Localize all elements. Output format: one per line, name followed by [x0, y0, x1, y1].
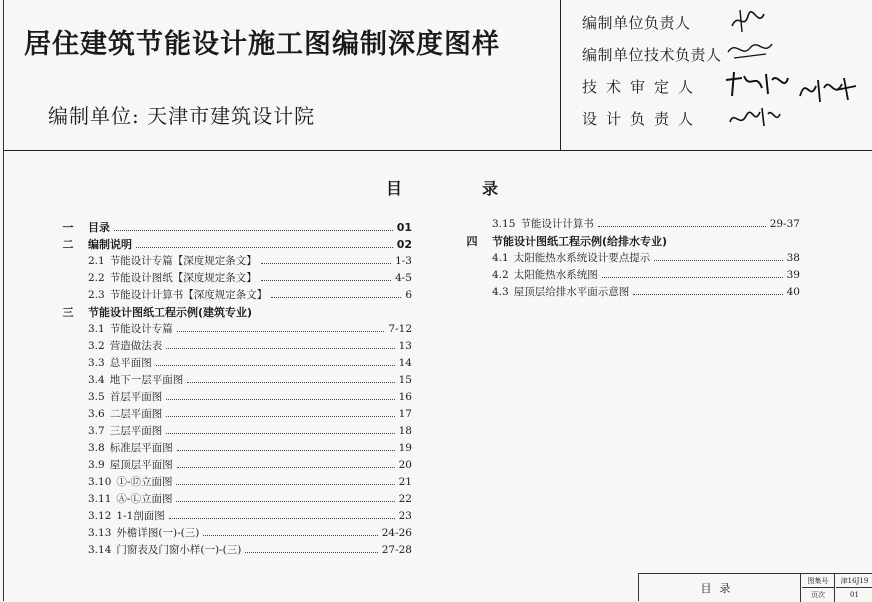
toc-row-page: 6: [405, 289, 412, 301]
toc-row-number: 四: [466, 235, 478, 248]
toc-row: [492, 267, 800, 283]
signature-3: [722, 70, 790, 98]
toc-row-page: 01: [396, 221, 412, 234]
toc-row-page: 24-26: [381, 527, 412, 539]
header-divider: [560, 0, 561, 150]
toc-row-page: 18: [398, 425, 412, 437]
toc-row-leader: [166, 399, 394, 400]
toc-row-page: 21: [398, 476, 412, 488]
toc-row-label: 屋顶层平面图: [109, 459, 173, 471]
toc-row: [88, 287, 412, 303]
toc-row-page: 40: [786, 286, 800, 298]
toc-row-leader: [177, 331, 385, 332]
toc-row-label: 外檐详图(一)-(三): [116, 527, 200, 539]
toc-row-number: 三: [62, 306, 74, 319]
toc-row-page: 39: [786, 269, 800, 281]
organization-line: [48, 100, 315, 129]
toc-row-number: 2.2: [88, 272, 105, 284]
toc-row: [88, 474, 412, 490]
toc-row: [88, 338, 412, 354]
toc-row-label: 编制说明: [88, 238, 132, 251]
toc-row-leader: [245, 552, 377, 553]
toc-row-number: 3.8: [88, 442, 105, 454]
toc-row-label: 三层平面图: [109, 425, 163, 437]
toc-row: [60, 304, 412, 320]
document-title: 居住建筑节能设计施工图编制深度图样: [24, 29, 500, 60]
toc-row-number: 2.1: [88, 255, 105, 267]
toc-row-page: 22: [398, 493, 412, 505]
toc-title-left: 目: [386, 179, 403, 198]
toc-row-label: 总平面图: [109, 357, 152, 369]
toc-row-page: 19: [398, 442, 412, 454]
toc-row: [88, 542, 412, 558]
responsible-role-4: 设计负责人: [582, 110, 703, 128]
toc-row-label: 目录: [88, 221, 110, 234]
toc-row-label: 营造做法表: [109, 340, 163, 352]
toc-row-label: 1-1剖面图: [116, 510, 165, 522]
toc-row-page: 20: [398, 459, 412, 471]
toc-row: [60, 219, 412, 235]
toc-row-label: 节能设计计算书【深度规定条文】: [109, 289, 268, 301]
toc-row: [464, 233, 800, 249]
toc-row-leader: [176, 484, 394, 485]
header-bottom-rule: [4, 150, 872, 151]
toc-row-label: 屋顶层给排水平面示意图: [513, 286, 630, 298]
toc-row-page: 15: [398, 374, 412, 386]
toc-row-number: 3.9: [88, 459, 105, 471]
title-block-atlas-value: 津16J19: [836, 574, 872, 588]
toc-row: [60, 236, 412, 252]
toc-row-number: 3.4: [88, 374, 105, 386]
toc-row: [492, 284, 800, 300]
toc-row-number: 3.7: [88, 425, 105, 437]
toc-row-label: 太阳能热水系统设计要点提示: [513, 252, 651, 264]
toc-row-leader: [136, 247, 393, 248]
organization-label: 编制单位:: [48, 104, 140, 128]
toc-row-leader: [166, 348, 394, 349]
toc-row-number: 3.6: [88, 408, 105, 420]
toc-row: [492, 250, 800, 266]
toc-row-page: 16: [398, 391, 412, 403]
toc-row-label: 标准层平面图: [109, 442, 173, 454]
signature-1: [728, 8, 768, 34]
toc-row-number: 二: [62, 238, 74, 251]
toc-row-page: 1-3: [395, 255, 412, 267]
toc-row: [88, 440, 412, 456]
toc-row-leader: [176, 501, 394, 502]
toc-row-leader: [271, 297, 401, 298]
title-block-page-label: 页次: [802, 588, 835, 602]
toc-row-leader: [654, 260, 782, 261]
toc-row: [88, 525, 412, 541]
toc-title-right: 录: [482, 179, 499, 198]
toc-row-number: 3.15: [492, 218, 516, 230]
toc-row-number: 3.11: [88, 493, 112, 505]
toc-row-number: 3.14: [88, 544, 112, 556]
toc-row-number: 一: [62, 221, 74, 234]
title-block-atlas-label: 图集号: [802, 574, 835, 588]
toc-row: [88, 508, 412, 524]
toc-row-number: 3.2: [88, 340, 105, 352]
responsible-role-2: 编制单位技术负责人: [582, 46, 722, 64]
toc-row-label: 节能设计图纸【深度规定条文】: [109, 272, 257, 284]
toc-row-leader: [156, 365, 395, 366]
toc-row-leader: [261, 263, 391, 264]
toc-row-number: 4.2: [492, 269, 509, 281]
toc-row: [88, 372, 412, 388]
toc-row-leader: [177, 450, 395, 451]
toc-row: [88, 253, 412, 269]
title-block-page-value: 01: [850, 591, 859, 599]
signature-4: [796, 72, 858, 106]
toc-row: [88, 389, 412, 405]
toc-row-number: 3.12: [88, 510, 112, 522]
toc-row-page: 7-12: [388, 323, 412, 335]
toc-row: [492, 216, 800, 232]
toc-row-page: 02: [396, 238, 412, 251]
toc-row: [88, 457, 412, 473]
toc-row: [88, 491, 412, 507]
toc-row-page: 14: [398, 357, 412, 369]
toc-row-leader: [633, 294, 782, 295]
toc-row-leader: [602, 277, 783, 278]
toc-row-label: 节能设计图纸工程示例(给排水专业): [492, 235, 668, 248]
toc-row-leader: [114, 230, 393, 231]
responsible-role-3: 技术审定人: [582, 78, 703, 96]
toc-row-label: 二层平面图: [109, 408, 163, 420]
toc-row-leader: [166, 433, 394, 434]
toc-row-label: 门窗表及门窗小样(一)-(三): [116, 544, 242, 556]
toc-row-page: 23: [398, 510, 412, 522]
title-block-sheet-name: 目录: [639, 574, 801, 602]
toc-row-leader: [169, 518, 395, 519]
toc-row-number: 4.1: [492, 252, 509, 264]
toc-row-label: 地下一层平面图: [109, 374, 184, 386]
toc-row: [88, 423, 412, 439]
toc-row-number: 3.13: [88, 527, 112, 539]
page-border-left: [0, 0, 4, 601]
signature-2: [724, 38, 776, 62]
title-block: [638, 573, 872, 601]
toc-row-leader: [177, 467, 395, 468]
toc-row: [88, 321, 412, 337]
organization-name: 天津市建筑设计院: [147, 104, 316, 128]
toc-row-label: 节能设计专篇【深度规定条文】: [109, 255, 257, 267]
toc-row-label: 节能设计图纸工程示例(建筑专业): [88, 306, 253, 319]
toc-row-leader: [187, 382, 394, 383]
toc-row-number: 3.10: [88, 476, 112, 488]
toc-row-label: 节能设计专篇: [109, 323, 173, 335]
toc-row-page: 13: [398, 340, 412, 352]
responsible-role-1: 编制单位负责人: [582, 14, 691, 32]
toc-row: [88, 270, 412, 286]
toc-row-number: 2.3: [88, 289, 105, 301]
toc-row-leader: [203, 535, 377, 536]
toc-row-page: 27-28: [381, 544, 412, 556]
toc-row-label: ①-⑰立面图: [116, 476, 173, 488]
toc-row-page: 38: [786, 252, 800, 264]
toc-row-page: 29-37: [769, 218, 800, 230]
toc-row-number: 3.5: [88, 391, 105, 403]
toc-row-number: 3.1: [88, 323, 105, 335]
toc-row-label: 太阳能热水系统图: [513, 269, 598, 281]
toc-row: [88, 355, 412, 371]
toc-row-page: 4-5: [395, 272, 412, 284]
toc-row-number: 4.3: [492, 286, 509, 298]
toc-row: [88, 406, 412, 422]
toc-row-label: Ⓐ-Ⓛ立面图: [116, 493, 173, 505]
toc-row-label: 节能设计计算书: [520, 218, 594, 230]
toc-row-leader: [261, 280, 391, 281]
toc-row-leader: [166, 416, 394, 417]
signature-5: [726, 104, 782, 130]
toc-row-page: 17: [398, 408, 412, 420]
toc-row-label: 首层平面图: [109, 391, 163, 403]
toc-row-number: 3.3: [88, 357, 105, 369]
toc-row-leader: [598, 226, 766, 227]
